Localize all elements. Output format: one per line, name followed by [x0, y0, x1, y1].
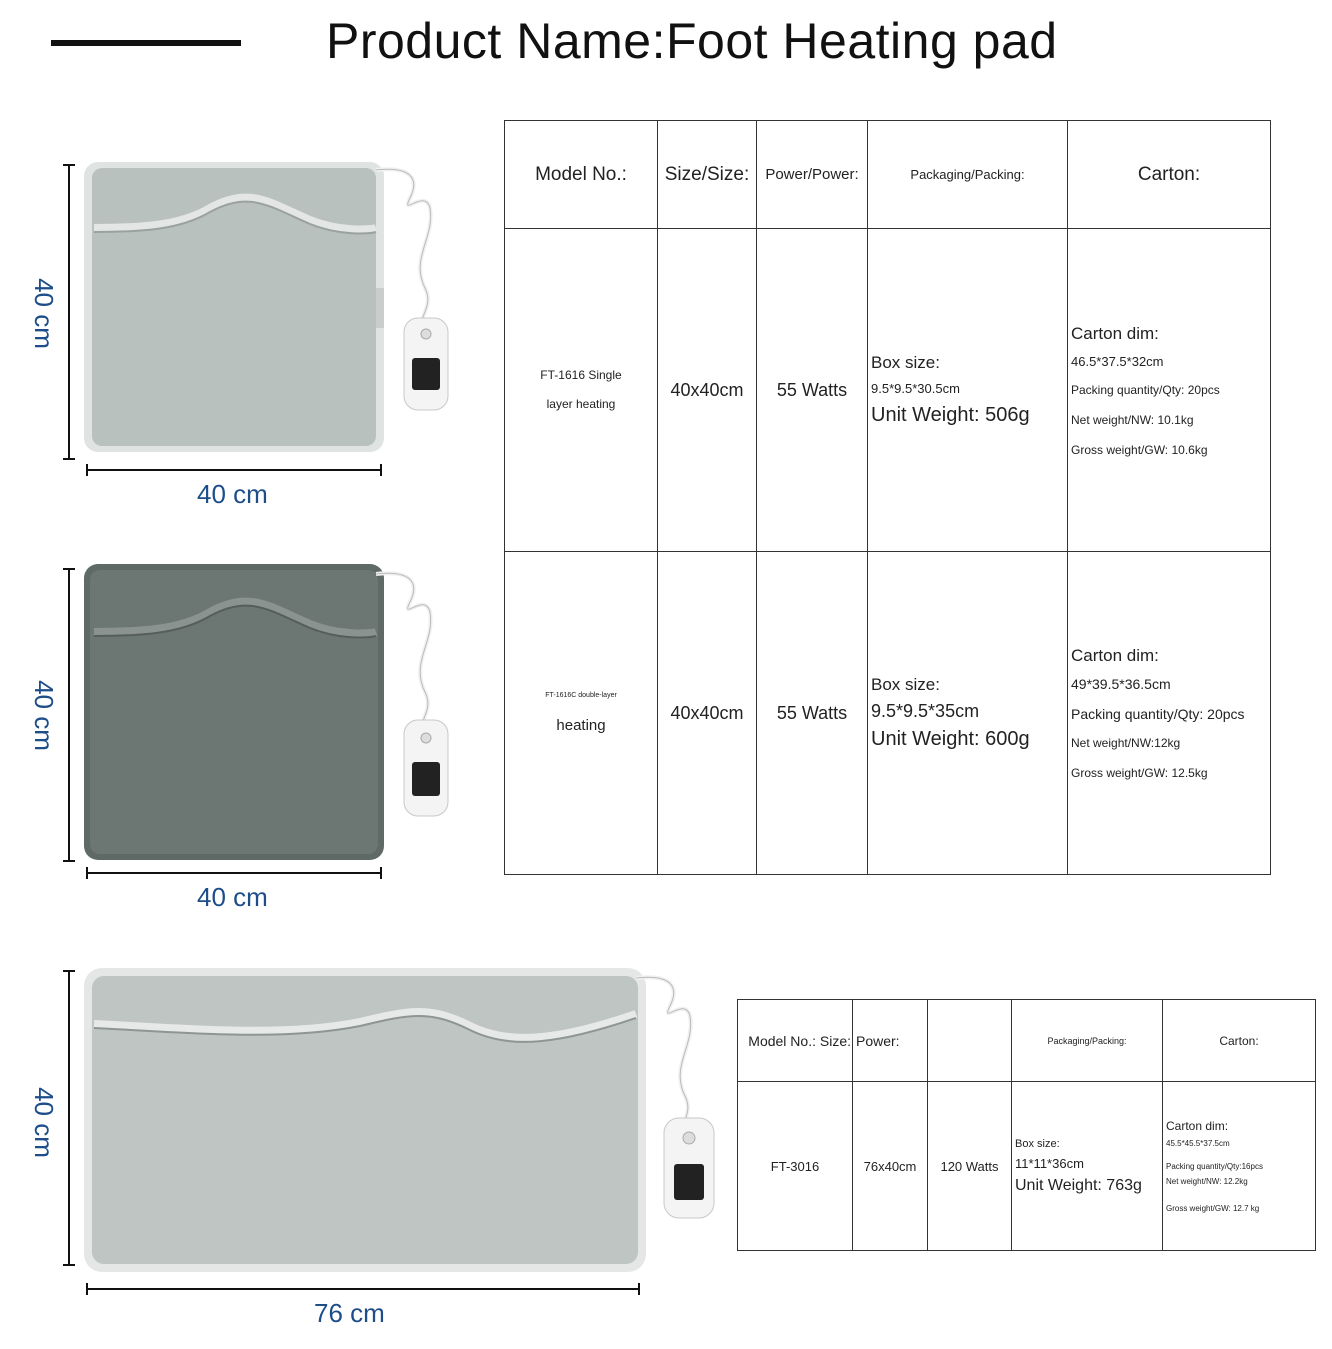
table-row: [738, 1082, 1316, 1251]
net-weight: Net weight/NW: 12.2kg: [1166, 1177, 1248, 1186]
net-weight: Net weight/NW:12kg: [1071, 736, 1181, 750]
header-power: Power:: [853, 1000, 928, 1082]
dimension-line-horizontal: [86, 469, 382, 471]
header-carton: Carton:: [1068, 121, 1271, 229]
model-line-1: FT-1616 Single: [540, 368, 622, 382]
carton-dim-label: Carton dim:: [1071, 646, 1159, 665]
height-label: 40 cm: [28, 680, 59, 751]
heating-pad-image-2: [80, 562, 470, 862]
heating-pad-image-3: [80, 966, 730, 1276]
gross-weight: Gross weight/GW: 12.7 kg: [1166, 1204, 1260, 1213]
model-line-2: heating: [556, 717, 606, 734]
width-label: 76 cm: [314, 1298, 385, 1328]
model-line-2: layer heating: [546, 397, 616, 411]
header-model: Model No.:: [505, 121, 658, 229]
table-row: [505, 552, 1271, 875]
box-size-label: Box size:: [871, 353, 940, 372]
packaging-cell: [1012, 1082, 1163, 1251]
unit-weight: Unit Weight: 763g: [1015, 1176, 1142, 1194]
net-weight: Net weight/NW: 10.1kg: [1071, 412, 1194, 427]
table-row: [505, 229, 1271, 552]
box-size-value: 9.5*9.5*35cm: [871, 701, 980, 721]
packaging-cell: [868, 552, 1068, 875]
carton-dim-value: 49*39.5*36.5cm: [1071, 676, 1171, 692]
width-label: 40 cm: [197, 479, 268, 509]
power-cell: 55 Watts: [757, 229, 868, 552]
height-label: 40 cm: [28, 1087, 59, 1158]
table-header-row: [505, 121, 1271, 229]
dimension-line-horizontal: [86, 872, 382, 874]
box-size-value: 9.5*9.5*30.5cm: [871, 381, 960, 396]
packing-qty: Packing quantity/Qty: 20pcs: [1071, 382, 1220, 397]
spec-table-2: [737, 999, 1316, 1251]
heating-pad-image-1: [80, 158, 470, 458]
height-label: 40 cm: [28, 278, 59, 349]
header-size: Size/Size:: [658, 121, 757, 229]
power-cell: 55 Watts: [757, 552, 868, 875]
carton-cell: [1068, 552, 1271, 875]
model-cell: [505, 229, 658, 552]
model-cell: [505, 552, 658, 875]
power-cell: 120 Watts: [928, 1082, 1012, 1251]
unit-weight: Unit Weight: 600g: [871, 728, 1030, 750]
unit-weight: Unit Weight: 506g: [871, 404, 1030, 426]
size-cell: 40x40cm: [658, 229, 757, 552]
gross-weight: Gross weight/GW: 12.5kg: [1071, 766, 1208, 780]
dimension-line-vertical: [68, 970, 70, 1266]
box-size-label: Box size:: [1015, 1137, 1060, 1150]
size-cell: 76x40cm: [853, 1082, 928, 1251]
header-empty: [928, 1000, 1012, 1082]
size-cell: 40x40cm: [658, 552, 757, 875]
packaging-cell: [868, 229, 1068, 552]
dimension-line-horizontal: [86, 1288, 640, 1290]
width-label: 40 cm: [197, 882, 268, 912]
title-decor-line: [51, 40, 241, 46]
page-title: Product Name:Foot Heating pad: [326, 13, 1058, 69]
carton-cell: [1163, 1082, 1316, 1251]
table-header-row: [738, 1000, 1316, 1082]
model-cell: FT-3016: [738, 1082, 853, 1251]
header-carton: Carton:: [1163, 1000, 1316, 1082]
header-power: Power/Power:: [757, 121, 868, 229]
gross-weight: Gross weight/GW: 10.6kg: [1071, 442, 1208, 457]
carton-dim-label: Carton dim:: [1071, 323, 1159, 343]
dimension-line-vertical: [68, 164, 70, 460]
carton-dim-value: 46.5*37.5*32cm: [1071, 353, 1164, 369]
carton-dim-value: 45.5*45.5*37.5cm: [1166, 1139, 1230, 1148]
carton-dim-label: Carton dim:: [1166, 1119, 1229, 1133]
box-size-label: Box size:: [871, 675, 940, 694]
packing-qty: Packing quantity/Qty: 20pcs: [1071, 706, 1245, 722]
header-model-size: Model No.: Size:: [738, 1000, 853, 1082]
model-line-1: FT-1616C double-layer: [545, 692, 617, 699]
packing-qty: Packing quantity/Qty:16pcs: [1166, 1162, 1263, 1171]
spec-table-1: [504, 120, 1271, 875]
box-size-value: 11*11*36cm: [1015, 1155, 1084, 1171]
header-packaging: Packaging/Packing:: [868, 121, 1068, 229]
header-packaging: Packaging/Packing:: [1012, 1000, 1163, 1082]
dimension-line-vertical: [68, 568, 70, 862]
carton-cell: [1068, 229, 1271, 552]
